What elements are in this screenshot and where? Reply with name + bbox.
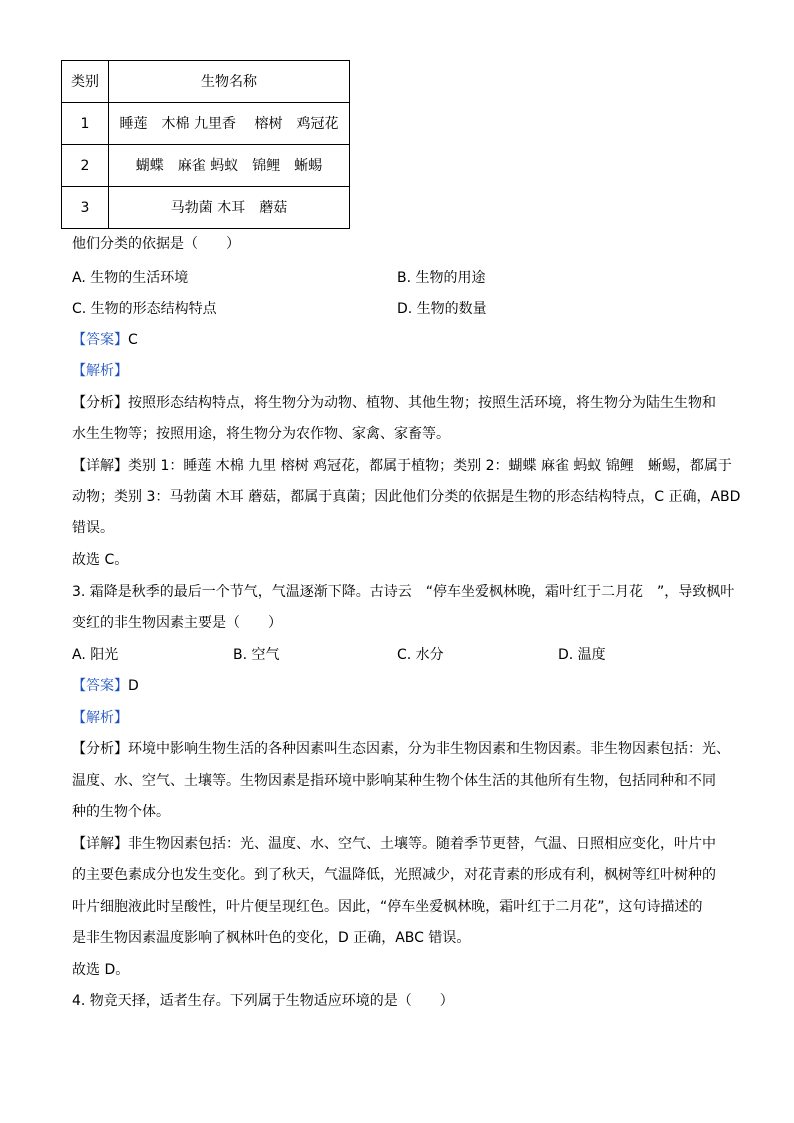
q3-fenxi-line-3: 种的生物个体。	[72, 804, 170, 820]
analysis-tag: 【解析】	[72, 710, 128, 726]
q3-fenxi-line-2: 温度、水、空气、土壤等。生物因素是指环境中影响某种生物个体生活的其他所有生物，包括同种和不同	[72, 773, 716, 789]
q3-option-d: D. 温度	[558, 647, 606, 663]
q3-fenxi-text: 环境中影响生物生活的各种因素叫生态因素，分为非生物因素和生物因素。非生物因素包括：光、	[128, 741, 730, 757]
q3-analysis-tag	[72, 708, 128, 728]
q2-option-c: C. 生物的形态结构特点	[72, 301, 217, 317]
answer-tag: 【答案】	[72, 678, 128, 694]
q2-fenxi-line-1	[72, 393, 716, 413]
fenxi-tag: 【分析】	[72, 741, 128, 757]
table-cell-category: 2	[62, 145, 109, 187]
q3-option-b: B. 空气	[233, 647, 280, 663]
q2-detail-line-1	[72, 456, 732, 476]
q3-stem-line-2: 变红的非生物因素主要是（ ）	[72, 615, 282, 631]
analysis-tag: 【解析】	[72, 363, 128, 379]
q2-detail-line-2: 动物；类别 3：马勃菌 木耳 蘑菇，都属于真菌；因此他们分类的依据是生物的形态结构特点，C 正确，ABD	[72, 489, 741, 505]
q4-stem: 4. 物竞天择，适者生存。下列属于生物适应环境的是（ ）	[72, 993, 454, 1009]
q2-detail-line-3: 错误。	[72, 520, 114, 536]
table-row	[62, 103, 350, 145]
q3-detail-line-2: 的主要色素成分也发生变化。到了秋天，气温降低，光照减少，对花青素的形成有利，枫树等红叶树种的	[72, 867, 716, 883]
detail-tag: 【详解】	[72, 836, 128, 852]
q2-option-d: D. 生物的数量	[397, 301, 487, 317]
table-header-category: 类别	[62, 61, 109, 103]
q3-fenxi-line-1	[72, 739, 730, 759]
q3-answer-line	[72, 676, 139, 696]
q2-analysis-tag	[72, 361, 128, 381]
q3-detail-line-1	[72, 834, 716, 854]
q3-detail-line-3: 叶片细胞液此时呈酸性，叶片便呈现红色。因此，“停车坐爱枫林晚，霜叶红于二月花”，这句诗描述的	[72, 899, 703, 915]
table-cell-names: 睡莲 木棉 九里香 榕树 鸡冠花	[109, 103, 350, 145]
table-row	[62, 145, 350, 187]
q2-answer-line	[72, 330, 138, 350]
q2-fenxi-line-2: 水生生物等；按照用途，将生物分为农作物、家禽、家畜等。	[72, 426, 450, 442]
q2-fenxi-text: 按照形态结构特点，将生物分为动物、植物、其他生物；按照生活环境，将生物分为陆生生物和	[128, 395, 716, 411]
q3-stem-line-1: 3. 霜降是秋季的最后一个节气，气温逐渐下降。古诗云 “停车坐爱枫林晚，霜叶红于二月花 ”，导致枫叶	[72, 584, 735, 600]
table-header-name: 生物名称	[109, 61, 350, 103]
table-cell-names: 马勃菌 木耳 蘑菇	[109, 187, 350, 229]
q3-option-a: A. 阳光	[72, 647, 119, 663]
table-cell-names: 蝴蝶 麻雀 蚂蚁 锦鲤 蜥蜴	[109, 145, 350, 187]
q2-answer: C	[128, 332, 138, 348]
q3-answer: D	[128, 678, 139, 694]
q3-detail-line-4: 是非生物因素温度影响了枫林叶色的变化，D 正确，ABC 错误。	[72, 930, 471, 946]
table-cell-category: 1	[62, 103, 109, 145]
q2-option-a: A. 生物的生活环境	[72, 270, 189, 286]
q2-stem: 他们分类的依据是（ ）	[72, 236, 240, 252]
fenxi-tag: 【分析】	[72, 395, 128, 411]
table-header-row	[62, 61, 350, 103]
table-row	[62, 187, 350, 229]
answer-tag: 【答案】	[72, 332, 128, 348]
q3-choose: 故选 D。	[72, 962, 130, 978]
q3-option-c: C. 水分	[397, 647, 444, 663]
q2-choose: 故选 C。	[72, 552, 129, 568]
classification-table	[61, 60, 350, 229]
table-cell-category: 3	[62, 187, 109, 229]
q2-detail-text: 类别 1：睡莲 木棉 九里 榕树 鸡冠花，都属于植物；类别 2：蝴蝶 麻雀 蚂蚁 锦鲤 蜥蜴，都属于	[128, 458, 732, 474]
detail-tag: 【详解】	[72, 458, 128, 474]
q3-detail-text: 非生物因素包括：光、温度、水、空气、土壤等。随着季节更替，气温、日照相应变化，叶片中	[128, 836, 716, 852]
q2-option-b: B. 生物的用途	[397, 270, 486, 286]
